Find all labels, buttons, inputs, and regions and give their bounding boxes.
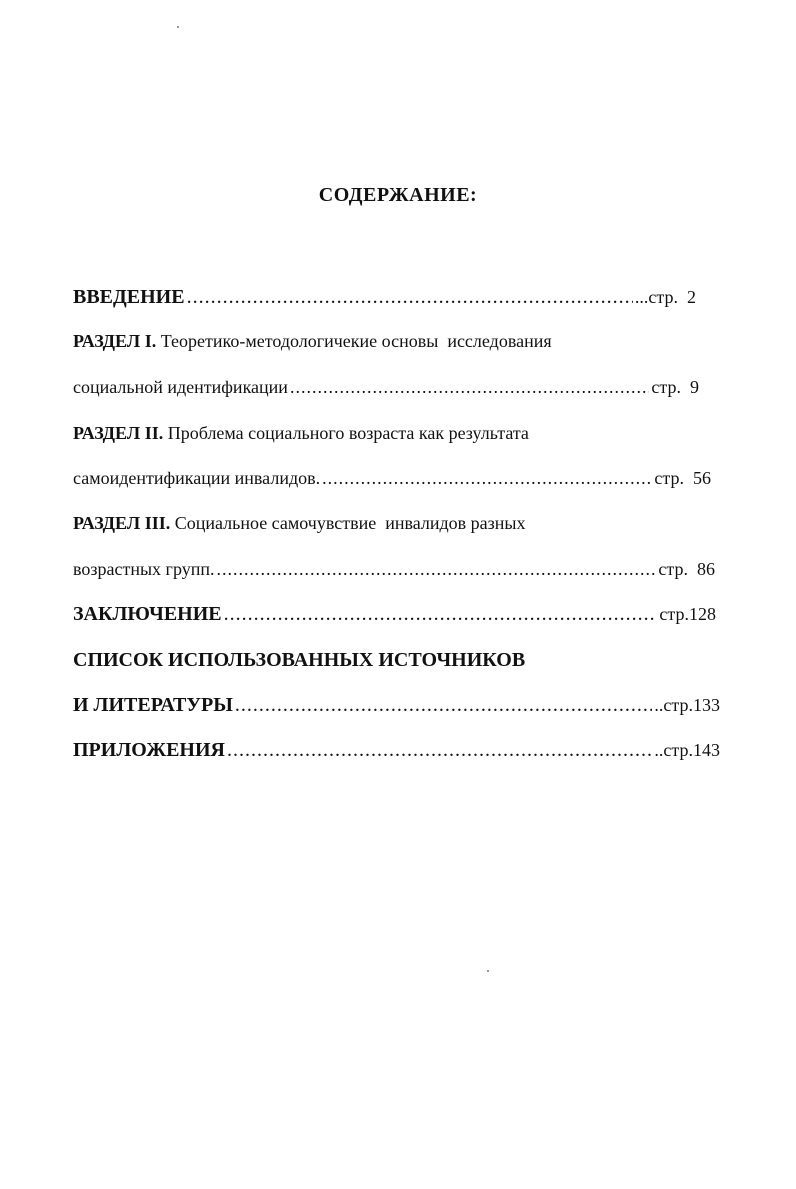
dot-leader: [235, 694, 653, 717]
toc-text: социальной идентификации: [73, 377, 288, 397]
toc-label: ЗАКЛЮЧЕНИЕ: [73, 603, 222, 625]
page-title: СОДЕРЖАНИЕ:: [318, 184, 478, 206]
toc-page: ..стр.143: [654, 740, 720, 760]
toc-label: ПРИЛОЖЕНИЯ: [73, 739, 225, 761]
toc-page: стр. 86: [658, 559, 715, 579]
toc-entry-section2-title: [73, 423, 529, 449]
dot-leader: [216, 559, 656, 580]
scan-speck: [487, 970, 489, 972]
dot-leader: [290, 377, 649, 398]
toc-label: ВВЕДЕНИЕ: [73, 286, 185, 308]
toc-entry-intro: [73, 286, 696, 312]
toc-label: РАЗДЕЛ III.: [73, 513, 171, 533]
dot-leader: [187, 286, 633, 309]
toc-entry-sources-title: [73, 649, 525, 675]
toc-label: РАЗДЕЛ II.: [73, 423, 164, 443]
toc-page: стр. 9: [651, 377, 699, 397]
toc-page: стр. 56: [654, 468, 711, 488]
toc-entry-appendix: [73, 739, 720, 765]
dot-leader: [227, 739, 652, 762]
toc-entry-section2: [73, 468, 711, 494]
toc-text: Социальное самочувствие инвалидов разных: [170, 513, 526, 533]
dot-leader: [322, 468, 652, 489]
toc-page: ...стр. 2: [634, 287, 696, 307]
toc-text: возрастных групп.: [73, 559, 215, 579]
toc-text: самоидентификации инвалидов.: [73, 468, 321, 488]
toc-label: РАЗДЕЛ I.: [73, 331, 157, 351]
dot-leader: [224, 603, 658, 626]
toc-text: Теоретико-методологичекие основы исследования: [156, 331, 552, 351]
toc-page: ..стр.133: [654, 695, 720, 715]
toc-entry-conclusion: [73, 603, 716, 629]
toc-entry-section3: [73, 559, 715, 585]
toc-entry-sources: [73, 694, 720, 720]
toc-entry-section1: [73, 377, 699, 403]
scan-speck: [177, 26, 179, 28]
toc-label: И ЛИТЕРАТУРЫ: [73, 694, 233, 716]
toc-label: СПИСОК ИСПОЛЬЗОВАННЫХ ИСТОЧНИКОВ: [73, 649, 526, 671]
toc-text: Проблема социального возраста как результата: [163, 423, 529, 443]
toc-entry-section3-title: [73, 513, 526, 539]
toc-page: стр.128: [659, 604, 716, 624]
toc-entry-section1-title: [73, 331, 552, 357]
